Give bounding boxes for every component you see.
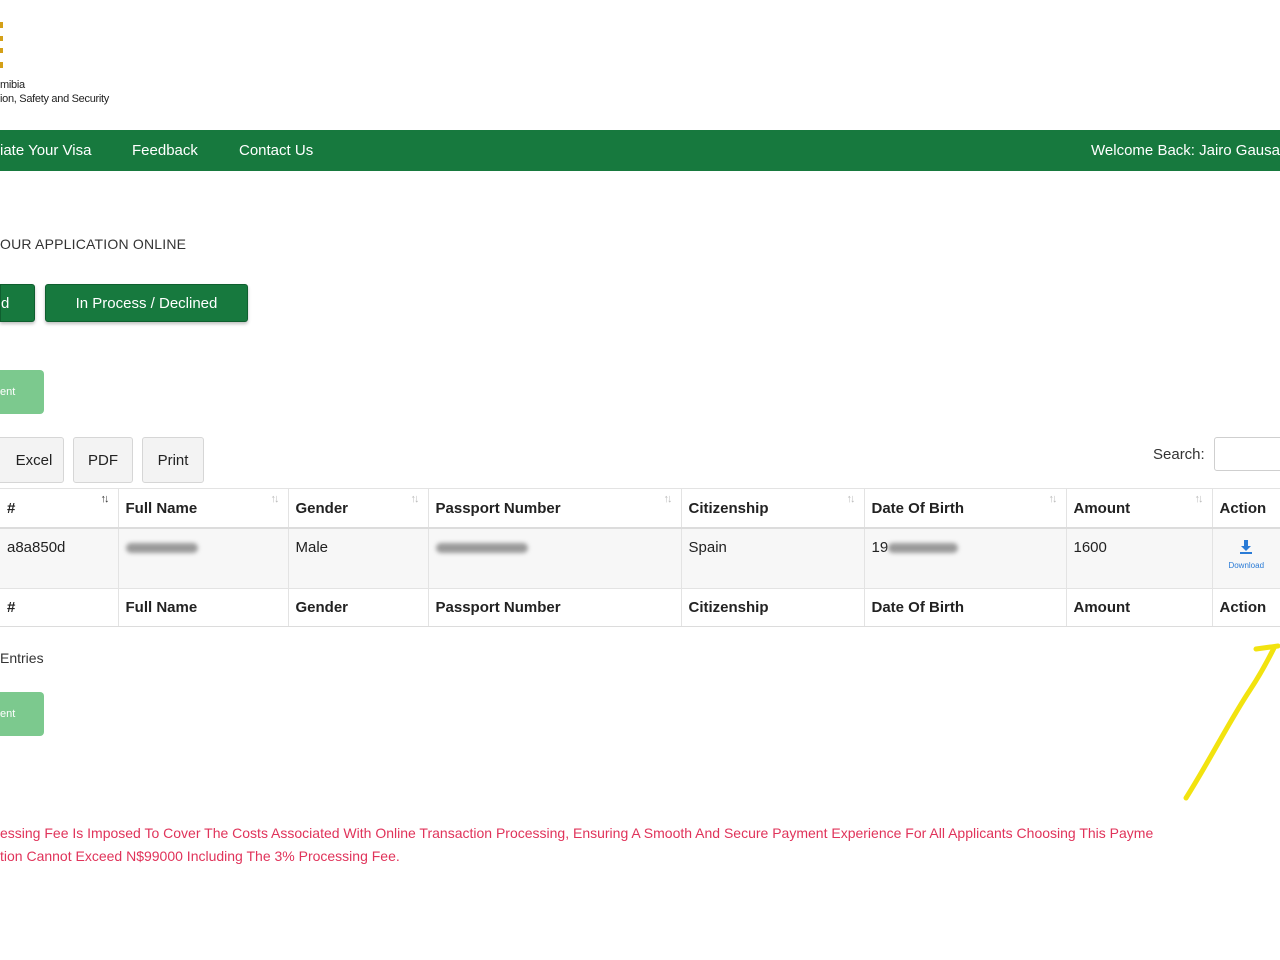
footer-passport: Passport Number [428, 588, 681, 626]
cell-action [1212, 528, 1280, 588]
cell-citizenship: Spain [681, 528, 864, 588]
col-header-citizenship[interactable] [681, 489, 864, 529]
page-title: OUR APPLICATION ONLINE [0, 236, 187, 252]
print-button[interactable] [142, 437, 204, 483]
logo-emblem [0, 22, 6, 72]
tab-approved[interactable] [0, 284, 35, 322]
cell-passport [428, 528, 681, 588]
col-header-id-label: # [7, 499, 16, 517]
pdf-button[interactable] [73, 437, 133, 483]
excel-button-label: Excel [15, 451, 53, 469]
nav-item-visa[interactable]: iate Your Visa [0, 142, 92, 159]
logo-text-line1: mibia [0, 79, 25, 91]
download-icon [1238, 539, 1254, 555]
fee-notice-line2: tion Cannot Exceed N$99000 Including The 3% Processing Fee. [0, 848, 400, 864]
sort-arrows-icon: ↑↓ [100, 493, 108, 505]
tab-approved-label: d [1, 294, 10, 312]
cell-id: a8a850d [0, 528, 118, 588]
col-header-amount[interactable] [1066, 489, 1212, 529]
footer-full-name: Full Name [118, 588, 288, 626]
col-header-amount-label: Amount [1073, 499, 1131, 517]
nav-item-feedback[interactable]: Feedback [132, 142, 198, 159]
dob-prefix: 19 [871, 539, 889, 556]
print-button-label: Print [157, 451, 189, 469]
footer-gender: Gender [288, 588, 428, 626]
excel-button[interactable] [0, 437, 64, 483]
cell-gender: Male [288, 528, 428, 588]
col-header-dob-label: Date Of Birth [871, 499, 965, 517]
footer-dob: Date Of Birth [864, 588, 1066, 626]
sort-arrows-icon: ↑↓ [846, 493, 854, 505]
footer-citizenship: Citizenship [681, 588, 864, 626]
redacted-passport [436, 543, 528, 553]
applications-table [0, 488, 1280, 627]
apply-button-top[interactable] [0, 370, 44, 414]
col-header-passport-label: Passport Number [435, 499, 561, 517]
col-header-id[interactable] [0, 489, 118, 529]
entries-info: Entries [0, 650, 44, 666]
cell-dob [864, 528, 1066, 588]
sort-arrows-icon: ↑↓ [410, 493, 418, 505]
footer-amount: Amount [1066, 588, 1212, 626]
sort-arrows-icon: ↑↓ [1048, 493, 1056, 505]
col-header-full-name-label: Full Name [125, 499, 198, 517]
sort-arrows-icon: ↑↓ [270, 493, 278, 505]
logo-text-line2: ion, Safety and Security [0, 93, 109, 105]
col-header-action [1212, 489, 1280, 529]
search-input[interactable] [1214, 437, 1280, 471]
col-header-gender-label: Gender [295, 499, 349, 517]
redacted-name [126, 543, 198, 553]
download-button[interactable] [1220, 539, 1274, 570]
search-label: Search: [1153, 446, 1205, 463]
pdf-button-label: PDF [88, 451, 118, 469]
cell-amount: 1600 [1066, 528, 1212, 588]
footer-id: # [0, 588, 118, 626]
fee-notice-line1: essing Fee Is Imposed To Cover The Costs Associated With Online Transaction Processing, Ensuring A Smooth And Secure Payment Experience For All Applicants Choosing This Payme [0, 825, 1154, 841]
tab-in-process-declined[interactable] [45, 284, 248, 322]
cell-full-name [118, 528, 288, 588]
apply-button-bottom-label: ent [0, 708, 16, 720]
col-header-action-label: Action [1219, 499, 1267, 517]
col-header-dob[interactable] [864, 489, 1066, 529]
sort-arrows-icon: ↑↓ [663, 493, 671, 505]
col-header-gender[interactable] [288, 489, 428, 529]
table-footer-row [0, 588, 1280, 626]
welcome-text: Welcome Back: Jairo Gausa [1091, 142, 1280, 159]
col-header-citizenship-label: Citizenship [688, 499, 769, 517]
apply-button-top-label: ent [0, 386, 16, 398]
col-header-full-name[interactable] [118, 489, 288, 529]
footer-action: Action [1212, 588, 1280, 626]
apply-button-bottom[interactable] [0, 692, 44, 736]
redacted-dob [888, 543, 958, 553]
sort-arrows-icon: ↑↓ [1194, 493, 1202, 505]
table-header-row [0, 489, 1280, 529]
table-row [0, 528, 1280, 588]
tab-in-process-label: In Process / Declined [75, 294, 218, 312]
nav-item-contact[interactable]: Contact Us [239, 142, 314, 159]
annotation-arrow [1170, 640, 1280, 810]
download-label: Download [1228, 561, 1265, 570]
col-header-passport[interactable] [428, 489, 681, 529]
